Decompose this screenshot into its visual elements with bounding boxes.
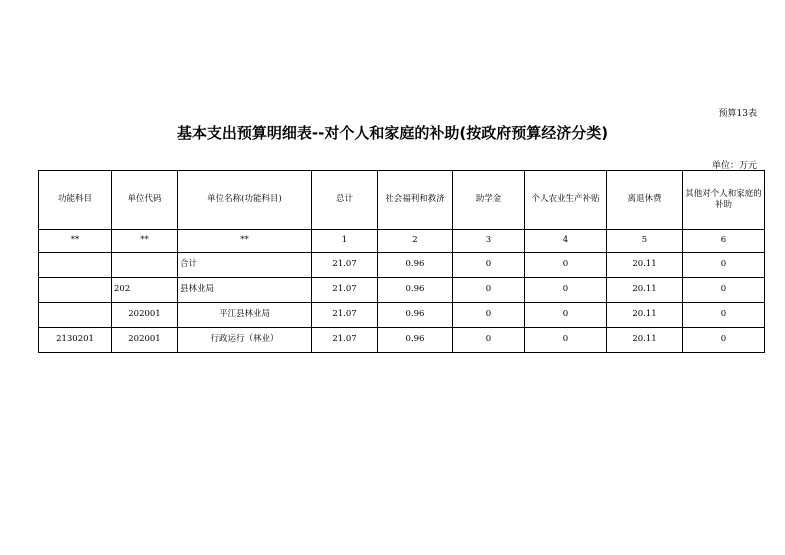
index-cell: 2: [378, 230, 453, 253]
cell-social-welfare: 0.96: [378, 253, 453, 278]
cell-other-subsidy: 0: [683, 253, 765, 278]
cell-other-subsidy: 0: [683, 278, 765, 303]
index-cell: 1: [312, 230, 378, 253]
cell-scholarship: 0: [453, 253, 525, 278]
col-header-retirement: 离退休费: [607, 171, 683, 230]
budget-table: [38, 170, 765, 353]
col-header-other-subsidy: 其他对个人和家庭的补助: [683, 171, 765, 230]
cell-function-subject: 2130201: [39, 328, 112, 353]
col-header-agri-subsidy: 个人农业生产补贴: [525, 171, 607, 230]
cell-other-subsidy: 0: [683, 303, 765, 328]
index-cell: **: [112, 230, 178, 253]
index-cell: **: [178, 230, 312, 253]
cell-total: 21.07: [312, 253, 378, 278]
cell-agri-subsidy: 0: [525, 303, 607, 328]
table-row: [39, 303, 765, 328]
cell-unit-code: 202: [112, 278, 178, 303]
cell-social-welfare: 0.96: [378, 278, 453, 303]
cell-scholarship: 0: [453, 328, 525, 353]
cell-unit-name: 合计: [178, 253, 312, 278]
cell-other-subsidy: 0: [683, 328, 765, 353]
cell-scholarship: 0: [453, 303, 525, 328]
page-title: 基本支出预算明细表--对个人和家庭的补助(按政府预算经济分类): [176, 124, 609, 142]
cell-unit-name: 县林业局: [178, 278, 312, 303]
cell-unit-code: 202001: [112, 303, 178, 328]
cell-scholarship: 0: [453, 278, 525, 303]
cell-social-welfare: 0.96: [378, 303, 453, 328]
cell-total: 21.07: [312, 303, 378, 328]
table-row: [39, 278, 765, 303]
index-row: [39, 230, 765, 253]
index-cell: **: [39, 230, 112, 253]
cell-retirement: 20.11: [607, 253, 683, 278]
page-code: 预算13表: [718, 109, 757, 119]
index-cell: 4: [525, 230, 607, 253]
cell-unit-code: [112, 253, 178, 278]
col-header-total: 总计: [312, 171, 378, 230]
cell-agri-subsidy: 0: [525, 328, 607, 353]
cell-unit-name: 行政运行（林业）: [178, 328, 312, 353]
cell-total: 21.07: [312, 278, 378, 303]
cell-function-subject: [39, 303, 112, 328]
cell-agri-subsidy: 0: [525, 278, 607, 303]
cell-retirement: 20.11: [607, 328, 683, 353]
cell-unit-name: 平江县林业局: [178, 303, 312, 328]
cell-retirement: 20.11: [607, 278, 683, 303]
unit-label: 单位：万元: [711, 161, 757, 171]
col-header-function-subject: 功能科目: [39, 171, 112, 230]
cell-function-subject: [39, 253, 112, 278]
cell-unit-code: 202001: [112, 328, 178, 353]
index-cell: 5: [607, 230, 683, 253]
cell-total: 21.07: [312, 328, 378, 353]
cell-function-subject: [39, 278, 112, 303]
col-header-scholarship: 助学金: [453, 171, 525, 230]
cell-agri-subsidy: 0: [525, 253, 607, 278]
cell-retirement: 20.11: [607, 303, 683, 328]
cell-social-welfare: 0.96: [378, 328, 453, 353]
index-cell: 3: [453, 230, 525, 253]
table-row-total: [39, 253, 765, 278]
table-row: [39, 328, 765, 353]
col-header-unit-name: 单位名称(功能科目): [178, 171, 312, 230]
col-header-unit-code: 单位代码: [112, 171, 178, 230]
index-cell: 6: [683, 230, 765, 253]
header-row: [39, 171, 765, 230]
col-header-social-welfare: 社会福利和救济: [378, 171, 453, 230]
